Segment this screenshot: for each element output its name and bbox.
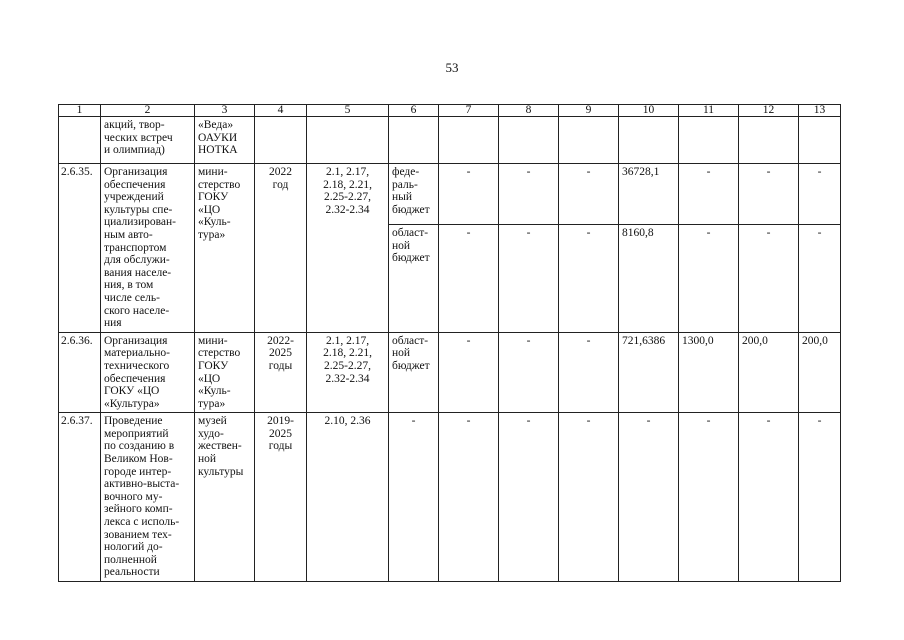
value-cell: - xyxy=(739,164,799,225)
value-cell: - xyxy=(499,164,559,225)
column-header: 9 xyxy=(559,105,619,117)
value-cell: - xyxy=(499,413,559,582)
executor-cell xyxy=(195,332,255,413)
value-cell: 8160,8 xyxy=(619,224,679,332)
executor-cell xyxy=(195,164,255,333)
executor-cell: музей худо- жествен- ной культуры xyxy=(195,413,255,582)
source-cell: област- ной бюджет xyxy=(389,224,439,332)
value-cell: 200,0 xyxy=(799,332,841,413)
period-cell: 2019- 2025 годы xyxy=(255,413,307,582)
value-cell: - xyxy=(679,164,739,225)
value-cell: 36728,1 xyxy=(619,164,679,225)
column-header: 3 xyxy=(195,105,255,117)
value-cell: - xyxy=(559,224,619,332)
value-cell: - xyxy=(679,413,739,582)
description-cell: акций, твор- ческих встреч и олимпиад) xyxy=(101,117,195,164)
period-cell: 2022- 2025 годы xyxy=(255,332,307,413)
value-cell: - xyxy=(439,224,499,332)
value-cell: - xyxy=(739,224,799,332)
value-cell: - xyxy=(739,413,799,582)
executor-cell xyxy=(195,117,255,164)
value-cell: 200,0 xyxy=(739,332,799,413)
description-cell: Проведение мероприятий по созданию в Великом Нов- городе интер- активно-выста- вочного му- зейного комп- лекса с исполь- зованием тех- нологий до- полненной реальности xyxy=(101,413,195,582)
column-header: 10 xyxy=(619,105,679,117)
value-cell: - xyxy=(799,224,841,332)
value-cell: 1300,0 xyxy=(679,332,739,413)
column-header: 2 xyxy=(101,105,195,117)
column-header: 8 xyxy=(499,105,559,117)
column-header: 11 xyxy=(679,105,739,117)
column-header: 13 xyxy=(799,105,841,117)
activities-table xyxy=(58,104,841,582)
value-cell: - xyxy=(799,413,841,582)
table-row xyxy=(59,164,841,225)
value-cell: - xyxy=(679,224,739,332)
targets-cell: 2.1, 2.17, 2.18, 2.21, 2.25-2.27, 2.32-2.34 xyxy=(307,332,389,413)
value-cell: - xyxy=(499,224,559,332)
column-header: 1 xyxy=(59,105,101,117)
executor-line: ГОКУ «ЦО «Куль- тура» xyxy=(198,191,231,241)
table-row xyxy=(59,413,841,582)
column-header: 5 xyxy=(307,105,389,117)
column-number-row xyxy=(59,105,841,117)
value-cell: - xyxy=(559,413,619,582)
value-cell: - xyxy=(619,413,679,582)
value-cell: - xyxy=(799,164,841,225)
row-number: 2.6.37. xyxy=(59,413,101,582)
description-cell: Организация материально- технического обеспечения ГОКУ «ЦО «Культура» xyxy=(101,332,195,413)
column-header: 4 xyxy=(255,105,307,117)
executor-line: ГОКУ «ЦО «Куль- тура» xyxy=(198,359,231,410)
value-cell: 721,6386 xyxy=(619,332,679,413)
targets-cell: 2.1, 2.17, 2.18, 2.21, 2.25-2.27, 2.32-2.34 xyxy=(307,164,389,333)
page-number: 53 xyxy=(445,60,459,75)
source-cell: феде- раль- ный бюджет xyxy=(389,164,439,225)
value-cell: - xyxy=(559,332,619,413)
value-cell: - xyxy=(499,332,559,413)
row-number: 2.6.35. xyxy=(59,164,101,333)
value-cell: - xyxy=(439,164,499,225)
column-header: 12 xyxy=(739,105,799,117)
period-cell: 2022 год xyxy=(255,164,307,333)
table-row-continued xyxy=(59,117,841,164)
executor-line: «Веда» xyxy=(198,119,234,131)
targets-cell: 2.10, 2.36 xyxy=(307,413,389,582)
description-cell: Организация обеспечения учреждений культуры спе- циализирован- ным авто- транспортом для обслужи- вания населе- ния, в том числе сель- ского населе- ния xyxy=(101,164,195,333)
executor-line: мини- стерство xyxy=(198,334,241,360)
column-header: 6 xyxy=(389,105,439,117)
source-cell: област- ной бюджет xyxy=(389,332,439,413)
value-cell: - xyxy=(439,332,499,413)
table-row xyxy=(59,332,841,413)
value-cell: - xyxy=(439,413,499,582)
executor-line: мини- стерство xyxy=(198,166,241,191)
source-cell: - xyxy=(389,413,439,582)
executor-line: ОАУКИ НОТКА xyxy=(198,131,238,157)
column-header: 7 xyxy=(439,105,499,117)
value-cell: - xyxy=(559,164,619,225)
row-number: 2.6.36. xyxy=(59,332,101,413)
